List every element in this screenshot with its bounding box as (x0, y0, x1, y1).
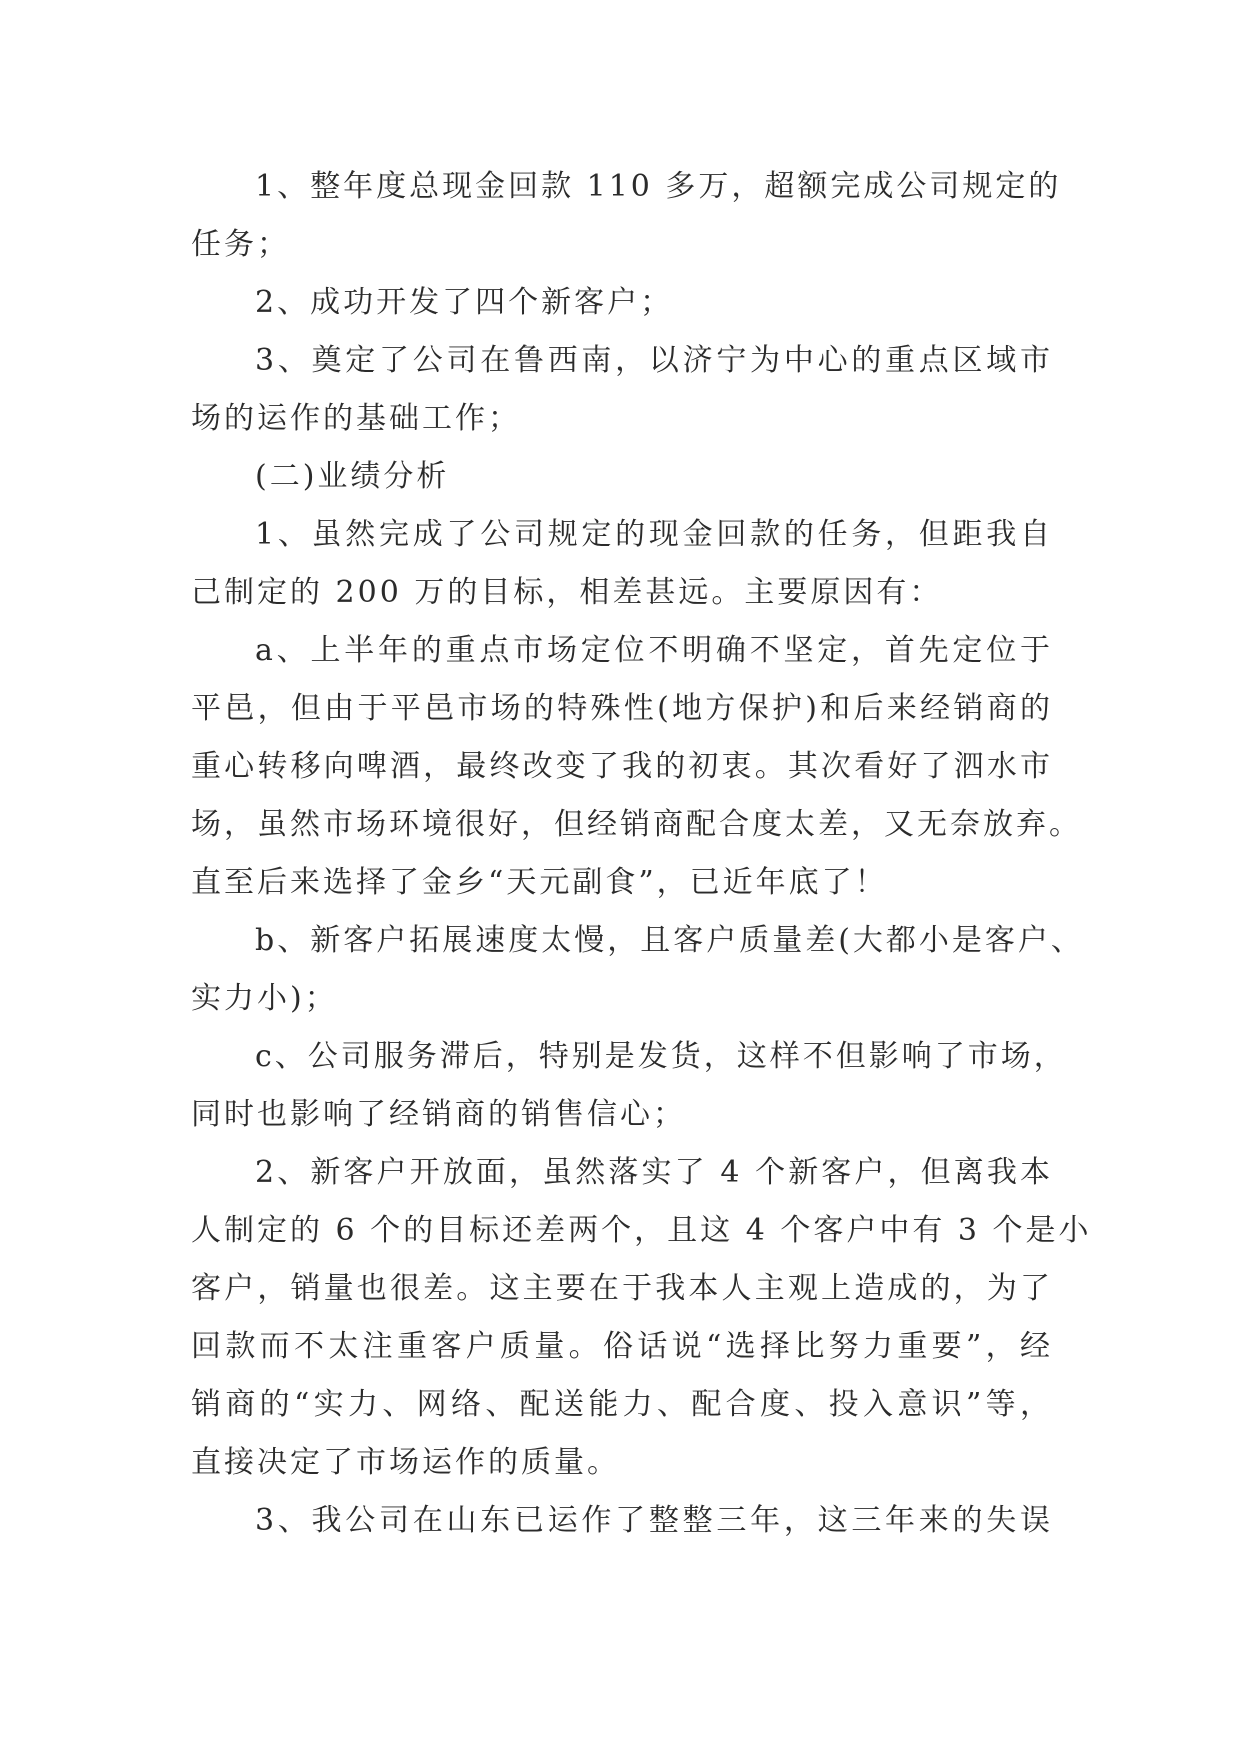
text-line: 场的运作的基础工作； (191, 401, 521, 436)
text-line: 人制定的 6 个的目标还差两个，且这 4 个客户中有 3 个是小 (191, 1213, 1092, 1248)
document-body (191, 158, 1092, 1550)
paragraph-2 (191, 274, 1053, 332)
text-line: 回款而不太注重客户质量。俗话说“选择比努力重要”，经 (191, 1329, 1053, 1364)
text-line: 任务； (191, 227, 290, 262)
text-line: c、公司服务滞后，特别是发货，这样不但影响了市场， (255, 1039, 1067, 1074)
text-line: a、上半年的重点市场定位不明确不坚定，首先定位于 (255, 633, 1053, 668)
text-line: 2、成功开发了四个新客户； (255, 285, 674, 320)
paragraph-8 (191, 1028, 1067, 1144)
text-line: 1、虽然完成了公司规定的现金回款的任务，但距我自 (255, 517, 1053, 552)
text-line: (二)业绩分析 (255, 459, 450, 494)
text-line: 直接决定了市场运作的质量。 (191, 1445, 620, 1480)
section-heading (191, 448, 1053, 506)
text-line: b、新客户拓展速度太慢，且客户质量差(大都小是客户、 (255, 923, 1084, 958)
paragraph-3 (191, 332, 1053, 448)
text-line: 实力小)； (191, 981, 338, 1016)
text-line: 平邑，但由于平邑市场的特殊性(地方保护)和后来经销商的 (191, 691, 1053, 726)
text-line: 直至后来选择了金乡“天元副食”，已近年底了！ (191, 865, 888, 900)
text-line: 客户，销量也很差。这主要在于我本人主观上造成的，为了 (191, 1271, 1053, 1306)
paragraph-5 (191, 506, 1053, 622)
text-line: 销商的“实力、网络、配送能力、配合度、投入意识”等， (191, 1387, 1053, 1422)
paragraph-6 (191, 622, 1082, 912)
text-line: 3、我公司在山东已运作了整整三年，这三年来的失误 (255, 1503, 1053, 1538)
text-line: 2、新客户开放面，虽然落实了 4 个新客户，但离我本 (255, 1155, 1053, 1190)
paragraph-9 (191, 1144, 1092, 1492)
text-line: 己制定的 200 万的目标，相差甚远。主要原因有： (191, 575, 943, 610)
text-line: 1、整年度总现金回款 110 多万，超额完成公司规定的 (255, 169, 1062, 204)
text-line: 同时也影响了经销商的销售信心； (191, 1097, 686, 1132)
paragraph-1 (191, 158, 1062, 274)
paragraph-7 (191, 912, 1084, 1028)
text-line: 3、奠定了公司在鲁西南，以济宁为中心的重点区域市 (255, 343, 1053, 378)
text-line: 重心转移向啤酒，最终改变了我的初衷。其次看好了泗水市 (191, 749, 1053, 784)
paragraph-10 (191, 1492, 1053, 1550)
text-line: 场，虽然市场环境很好，但经销商配合度太差，又无奈放弃。 (191, 807, 1082, 842)
